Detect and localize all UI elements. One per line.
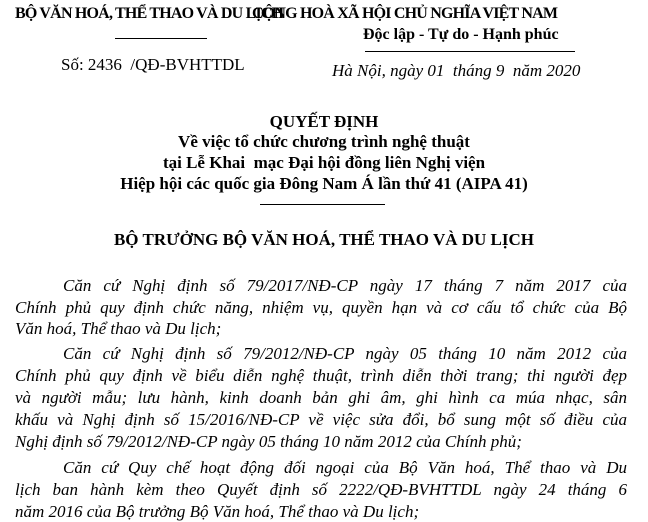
text-line: Chính phủ quy định về biểu diễn nghệ thuật, trình diễn thời trang; thi người đẹp bbox=[15, 366, 627, 385]
text-line: Chính phủ quy định chức năng, nhiệm vụ, quyền hạn và cơ cấu tổ chức của Bộ bbox=[15, 298, 627, 317]
authority-heading: BỘ TRƯỞNG BỘ VĂN HOÁ, THỂ THAO VÀ DU LỊCH bbox=[113, 230, 535, 249]
ministry-name: BỘ VĂN HOÁ, THỂ THAO VÀ DU LỊCH bbox=[15, 5, 284, 22]
text-line: Căn cứ Nghị định số 79/2012/NĐ-CP ngày 05 tháng 10 năm 2012 của bbox=[63, 344, 627, 363]
text-line: Nghị định số 79/2012/NĐ-CP ngày 05 tháng 10 năm 2012 của Chính phủ; bbox=[15, 432, 522, 451]
document-number: Số: 2436 /QĐ-BVHTTDL bbox=[61, 55, 245, 74]
text-line: và người mẫu; lưu hành, kinh doanh bản ghi âm, ghi hình ca múa nhạc, sân bbox=[15, 388, 627, 407]
text-line: năm 2016 của Bộ trưởng Bộ Văn hoá, Thể thao và Du lịch; bbox=[15, 502, 420, 521]
motto: Độc lập - Tự do - Hạnh phúc bbox=[363, 26, 559, 43]
text-line: Căn cứ Nghị định số 79/2017/NĐ-CP ngày 17 tháng 7 năm 2017 của bbox=[63, 276, 627, 295]
divider bbox=[260, 204, 385, 205]
divider bbox=[115, 38, 207, 39]
text-line: lịch ban hành kèm theo Quyết định số 2222/QĐ-BVHTTDL ngày 24 tháng 6 bbox=[15, 480, 627, 499]
text-line: khấu và Nghị định số 15/2016/NĐ-CP về việc sửa đổi, bổ sung một số điều của bbox=[15, 410, 627, 429]
text-line: Văn hoá, Thể thao và Du lịch; bbox=[15, 319, 222, 338]
divider bbox=[365, 51, 575, 52]
document-title: QUYẾT ĐỊNH bbox=[269, 112, 379, 131]
subject-line: tại Lễ Khai mạc Đại hội đồng liên Nghị viện bbox=[162, 153, 486, 172]
text-line: Căn cứ Quy chế hoạt động đối ngoại của Bộ Văn hoá, Thể thao và Du bbox=[63, 458, 627, 477]
country-name: CỘNG HOÀ XÃ HỘI CHỦ NGHĨA VIỆT NAM bbox=[252, 5, 558, 22]
subject-line: Hiệp hội các quốc gia Đông Nam Á lần thứ 41 (AIPA 41) bbox=[120, 174, 528, 193]
place-date: Hà Nội, ngày 01 tháng 9 năm 2020 bbox=[332, 61, 581, 80]
subject-line: Về việc tổ chức chương trình nghệ thuật bbox=[178, 132, 470, 151]
